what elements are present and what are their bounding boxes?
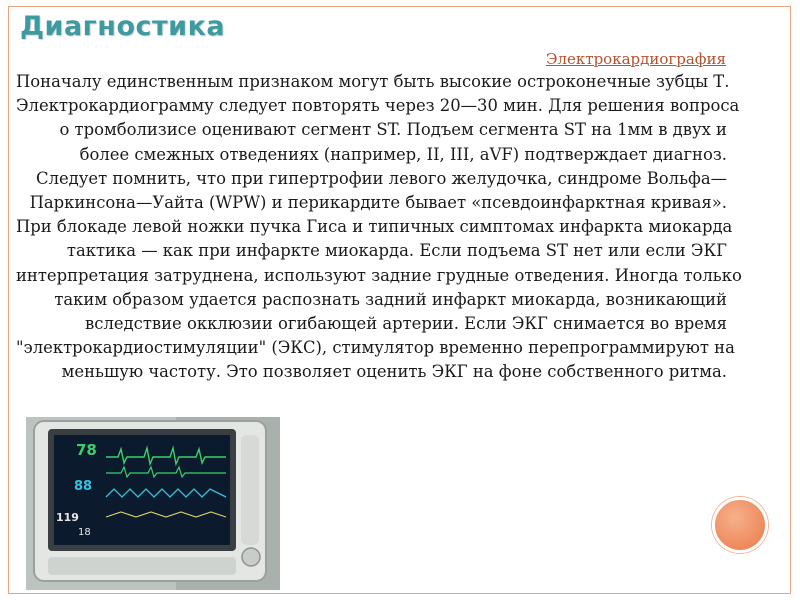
text-line: Паркинсона—Уайта (WPW) и перикардите бывает «псевдоинфарктная кривая». bbox=[29, 193, 727, 213]
body-text bbox=[16, 70, 742, 385]
text-line: тактика — как при инфаркте миокарда. Если подъема ST нет или если ЭКГ bbox=[66, 241, 727, 261]
monitor-photo bbox=[26, 417, 280, 590]
readout-heart-rate: 78 bbox=[76, 441, 97, 459]
section-subtitle[interactable]: Электрокардиография bbox=[546, 50, 726, 68]
text-line: Следует помнить, что при гипертрофии левого желудочка, синдроме Вольфа— bbox=[36, 168, 727, 188]
text-line: Электрокардиограмму следует повторять через 20—30 мин. Для решения вопроса bbox=[16, 96, 740, 116]
slide-title: Диагностика bbox=[20, 11, 226, 42]
readout-pressure: 119 bbox=[56, 511, 79, 524]
text-line: вследствие окклюзии огибающей артерии. Если ЭКГ снимается во время bbox=[85, 314, 727, 334]
text-line: "электрокардиостимуляции" (ЭКС), стимулятор временно перепрограммируют на bbox=[16, 338, 735, 358]
text-line: интерпретация затруднена, используют задние грудные отведения. Иногда только bbox=[16, 265, 742, 285]
text-line: таким образом удается распознать задний инфаркт миокарда, возникающий bbox=[54, 289, 727, 309]
text-line: меньшую частоту. Это позволяет оценить ЭКГ на фоне собственного ритма. bbox=[61, 362, 727, 382]
readout-spo2: 88 bbox=[74, 479, 93, 494]
readout-resp: 18 bbox=[78, 527, 91, 538]
text-line: При блокаде левой ножки пучка Гиса и типичных симптомах инфаркта миокарда bbox=[16, 217, 733, 237]
monitor-illustration bbox=[26, 417, 280, 590]
monitor-knob bbox=[242, 548, 260, 566]
text-line: о тромболизисе оценивают сегмент ST. Подъем сегмента ST на 1мм в двух и bbox=[59, 120, 727, 140]
text-line: Поначалу единственным признаком могут быть высокие остроконечные зубцы Т. bbox=[16, 72, 730, 91]
orange-circle-icon bbox=[712, 497, 768, 553]
text-line: более смежных отведениях (например, II, III, aVF) подтверждает диагноз. bbox=[79, 144, 727, 164]
monitor-handle bbox=[241, 435, 259, 545]
